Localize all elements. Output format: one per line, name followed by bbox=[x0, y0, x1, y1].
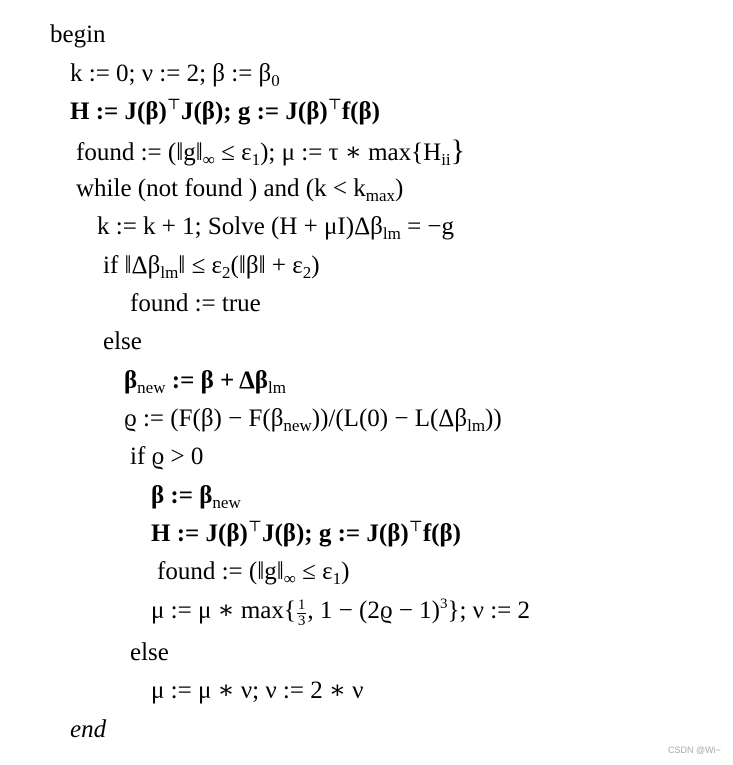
eps1-subscript: 1 bbox=[332, 569, 342, 588]
ii-subscript: ii bbox=[441, 150, 451, 169]
algo-line-rho: ϱ := $(F(\beta) - F(\beta_{new}))/(L(0) - L(\Delta\beta_{lm}))$ bbox=[124, 405, 502, 435]
if-rho: if ϱ > 0 bbox=[130, 443, 204, 470]
beta0-subscript: 0 bbox=[271, 71, 280, 90]
eps2-subscript: 2 bbox=[222, 263, 231, 282]
transpose-mark: ⊤ bbox=[247, 519, 262, 535]
algo-line-if-rho bbox=[130, 442, 203, 472]
mu-update: μ := μ ∗ max{ bbox=[151, 597, 296, 624]
keyword-else: else bbox=[130, 639, 169, 666]
algo-line-begin bbox=[50, 20, 106, 50]
beta-new: β bbox=[124, 367, 138, 394]
found-assign: found := (‖g‖ bbox=[76, 139, 203, 166]
beta-new-rhs: := β + Δβ bbox=[165, 367, 268, 394]
algo-line-init-found-mu bbox=[76, 136, 465, 168]
H-assign: H := J(β) bbox=[70, 98, 167, 125]
algo-line-update-mu bbox=[151, 596, 530, 629]
H-assign: H := J(β) bbox=[151, 520, 248, 547]
if-step-compare: ‖ ≤ ε bbox=[178, 252, 223, 279]
mu-nu-update: μ := μ ∗ ν; ν := 2 ∗ ν bbox=[151, 677, 364, 704]
algo-line-beta-new bbox=[124, 366, 286, 396]
keyword-else: else bbox=[103, 328, 142, 355]
rho-assign: ϱ := (F(β) − F(β bbox=[124, 405, 284, 432]
algo-line-mu-nu-update bbox=[151, 676, 364, 706]
transpose-mark: ⊤ bbox=[327, 97, 342, 113]
one-third-fraction bbox=[297, 598, 307, 629]
eps1-subscript: 1 bbox=[251, 150, 261, 169]
mu-update-mid: , 1 − (2ϱ − 1) bbox=[307, 597, 440, 624]
algo-line-update-found: found := $(‖g‖_\infty \le \varepsilon_1)$ bbox=[157, 558, 350, 588]
close-brace: } bbox=[450, 134, 466, 167]
mu-update-end: }; ν := 2 bbox=[447, 597, 531, 624]
new-subscript: new bbox=[212, 493, 241, 512]
algo-line-end bbox=[70, 715, 106, 745]
if-step-rhs: (‖β‖ + ε bbox=[230, 252, 303, 279]
new-subscript: new bbox=[137, 378, 166, 397]
kmax-subscript: max bbox=[365, 186, 396, 205]
algo-line-if-step: if $‖\Delta\beta_{lm}‖$ ≤ $\varepsilon_2(‖\beta‖ + \varepsilon_2)$ bbox=[103, 252, 320, 282]
algo-line-update-H-g bbox=[151, 519, 461, 549]
JtJ-g-assign: J(β); g := J(β) bbox=[180, 98, 328, 125]
eps-compare: ≤ ε bbox=[302, 558, 333, 585]
rho-denominator: ))/(L(0) − L(Δβ bbox=[311, 405, 468, 432]
found-true: found := true bbox=[130, 290, 261, 317]
algo-line-found-true bbox=[130, 289, 261, 319]
algo-line-else-2 bbox=[130, 638, 169, 668]
lm-subscript: lm bbox=[160, 263, 179, 282]
inf-subscript: ∞ bbox=[202, 150, 215, 169]
transpose-mark: ⊤ bbox=[166, 97, 181, 113]
new-subscript: new bbox=[283, 416, 312, 435]
lm-subscript: lm bbox=[467, 416, 486, 435]
transpose-mark: ⊤ bbox=[408, 519, 423, 535]
watermark: CSDN @Wi~ bbox=[668, 745, 721, 755]
lm-subscript: lm bbox=[267, 378, 286, 397]
found-assign: found := (‖g‖ bbox=[157, 558, 284, 585]
algo-line-solve bbox=[97, 212, 454, 242]
algo-line-while: while (not found ) and $(k < k_{max})$ bbox=[76, 175, 404, 205]
init-text: k := 0; ν := 2; β := β bbox=[70, 60, 272, 87]
lm-subscript: lm bbox=[382, 224, 401, 243]
JtJ-g-assign: J(β); g := J(β) bbox=[261, 520, 409, 547]
solve-text: k := k + 1; Solve (H + μI)Δβ bbox=[97, 213, 383, 240]
f-beta: f(β) bbox=[341, 98, 381, 125]
algo-line-init-k-nu-beta bbox=[70, 59, 280, 89]
fraction-numerator: 1 bbox=[297, 597, 306, 613]
mu-assign: ); μ := τ ∗ max{H bbox=[260, 139, 442, 166]
beta-update: β := β bbox=[151, 482, 213, 509]
if-step-text: if ‖Δβ bbox=[103, 252, 161, 279]
algo-line-init-H-g bbox=[70, 97, 380, 127]
algo-line-beta-update bbox=[151, 481, 241, 511]
algo-line-else-1 bbox=[103, 327, 142, 357]
eps2-subscript: 2 bbox=[302, 263, 312, 282]
eps-compare: ≤ ε bbox=[221, 139, 252, 166]
keyword-begin: begin bbox=[50, 21, 106, 48]
f-beta: f(β) bbox=[422, 520, 462, 547]
while-condition: while (not found ) and (k < k bbox=[76, 175, 366, 202]
solve-rhs: = −g bbox=[407, 213, 455, 240]
cube-exponent: 3 bbox=[439, 596, 448, 612]
keyword-end: end bbox=[70, 716, 107, 743]
inf-subscript: ∞ bbox=[283, 569, 296, 588]
fraction-denominator: 3 bbox=[297, 613, 306, 629]
